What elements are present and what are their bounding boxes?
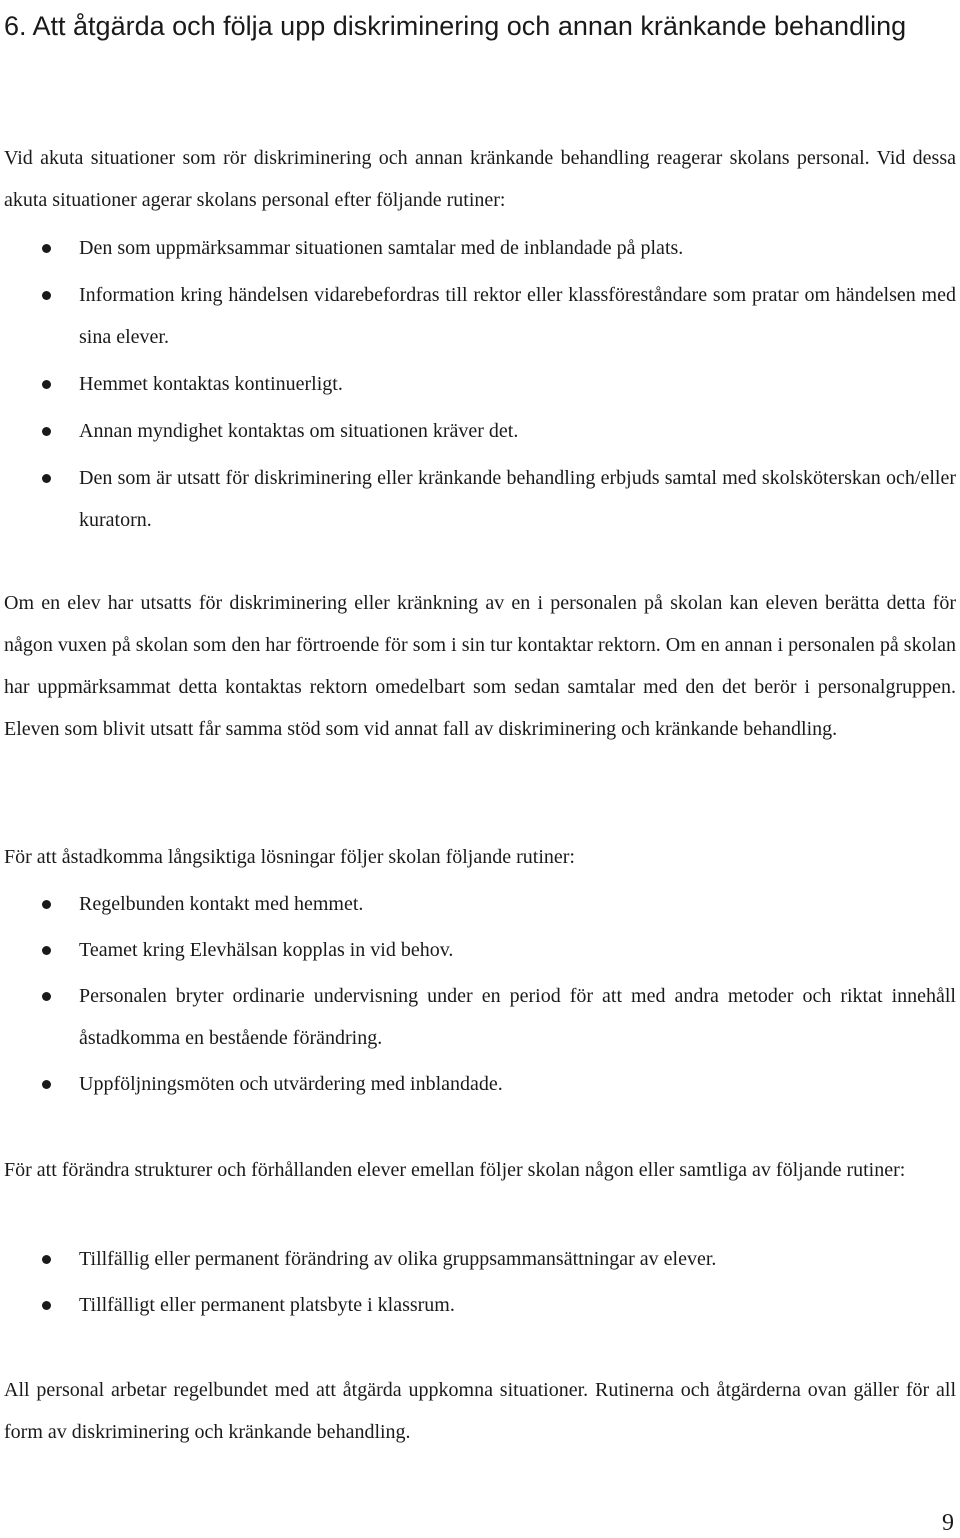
- bullet-icon: [42, 291, 51, 300]
- bullet-icon: [42, 946, 51, 955]
- list-item: Tillfälligt eller permanent platsbyte i klassrum.: [0, 1284, 956, 1326]
- list-item: Information kring händelsen vidarebefordras till rektor eller klassföreståndare som pratar om händelsen med sina elever.: [0, 274, 956, 358]
- list-item: Uppföljningsmöten och utvärdering med inblandade.: [0, 1063, 956, 1105]
- list-item: Tillfällig eller permanent förändring av olika gruppsammansättningar av elever.: [0, 1238, 956, 1280]
- page-number: 9: [942, 1510, 954, 1536]
- acute-steps-list: [0, 227, 956, 546]
- longterm-intro: För att åstadkomma långsiktiga lösningar följer skolan följande rutiner:: [4, 846, 575, 868]
- bullet-icon: [42, 900, 51, 909]
- longterm-steps-list: [0, 883, 956, 1109]
- list-item: Regelbunden kontakt med hemmet.: [0, 883, 956, 925]
- list-item: Hemmet kontaktas kontinuerligt.: [0, 363, 956, 405]
- staff-paragraph: Om en elev har utsatts för diskriminering eller kränkning av en i personalen på skolan kan eleven berätta detta för någon vuxen på skolan som den har förtroende för som i sin tur kontaktar rektorn. Om en annan i personalen på skolan har uppmärksammat detta kontaktas rektorn omedelbart som sedan samtalar med den det berör i personalgruppen. Eleven som blivit utsatt får samma stöd som vid annat fall av diskriminering och kränkande behandling.: [4, 592, 956, 740]
- bullet-icon: [42, 474, 51, 483]
- closing-paragraph: All personal arbetar regelbundet med att åtgärda uppkomna situationer. Rutinerna och åtgärderna ovan gäller för all form av diskriminering och kränkande behandling.: [4, 1379, 956, 1443]
- list-item: Teamet kring Elevhälsan kopplas in vid behov.: [0, 929, 956, 971]
- structure-intro: För att förändra strukturer och förhållanden elever emellan följer skolan någon eller samtliga av följande rutiner:: [4, 1159, 906, 1181]
- list-item: Den som uppmärksammar situationen samtalar med de inblandade på plats.: [0, 227, 956, 269]
- bullet-icon: [42, 1080, 51, 1089]
- structure-steps-list: [0, 1238, 956, 1330]
- bullet-icon: [42, 992, 51, 1001]
- list-item: Annan myndighet kontaktas om situationen kräver det.: [0, 410, 956, 452]
- bullet-icon: [42, 1301, 51, 1310]
- bullet-icon: [42, 244, 51, 253]
- bullet-icon: [42, 380, 51, 389]
- bullet-icon: [42, 1255, 51, 1264]
- intro-paragraph: Vid akuta situationer som rör diskriminering och annan kränkande behandling reagerar skolans personal. Vid dessa akuta situationer agerar skolans personal efter följande rutiner:: [4, 147, 956, 211]
- section-heading: 6. Att åtgärda och följa upp diskriminering och annan kränkande behandling: [4, 11, 907, 41]
- list-item: Personalen bryter ordinarie undervisning under en period för att med andra metoder och riktat innehåll åstadkomma en bestående förändring.: [0, 975, 956, 1059]
- bullet-icon: [42, 427, 51, 436]
- list-item: Den som är utsatt för diskriminering eller kränkande behandling erbjuds samtal med skolsköterskan och/eller kuratorn.: [0, 457, 956, 541]
